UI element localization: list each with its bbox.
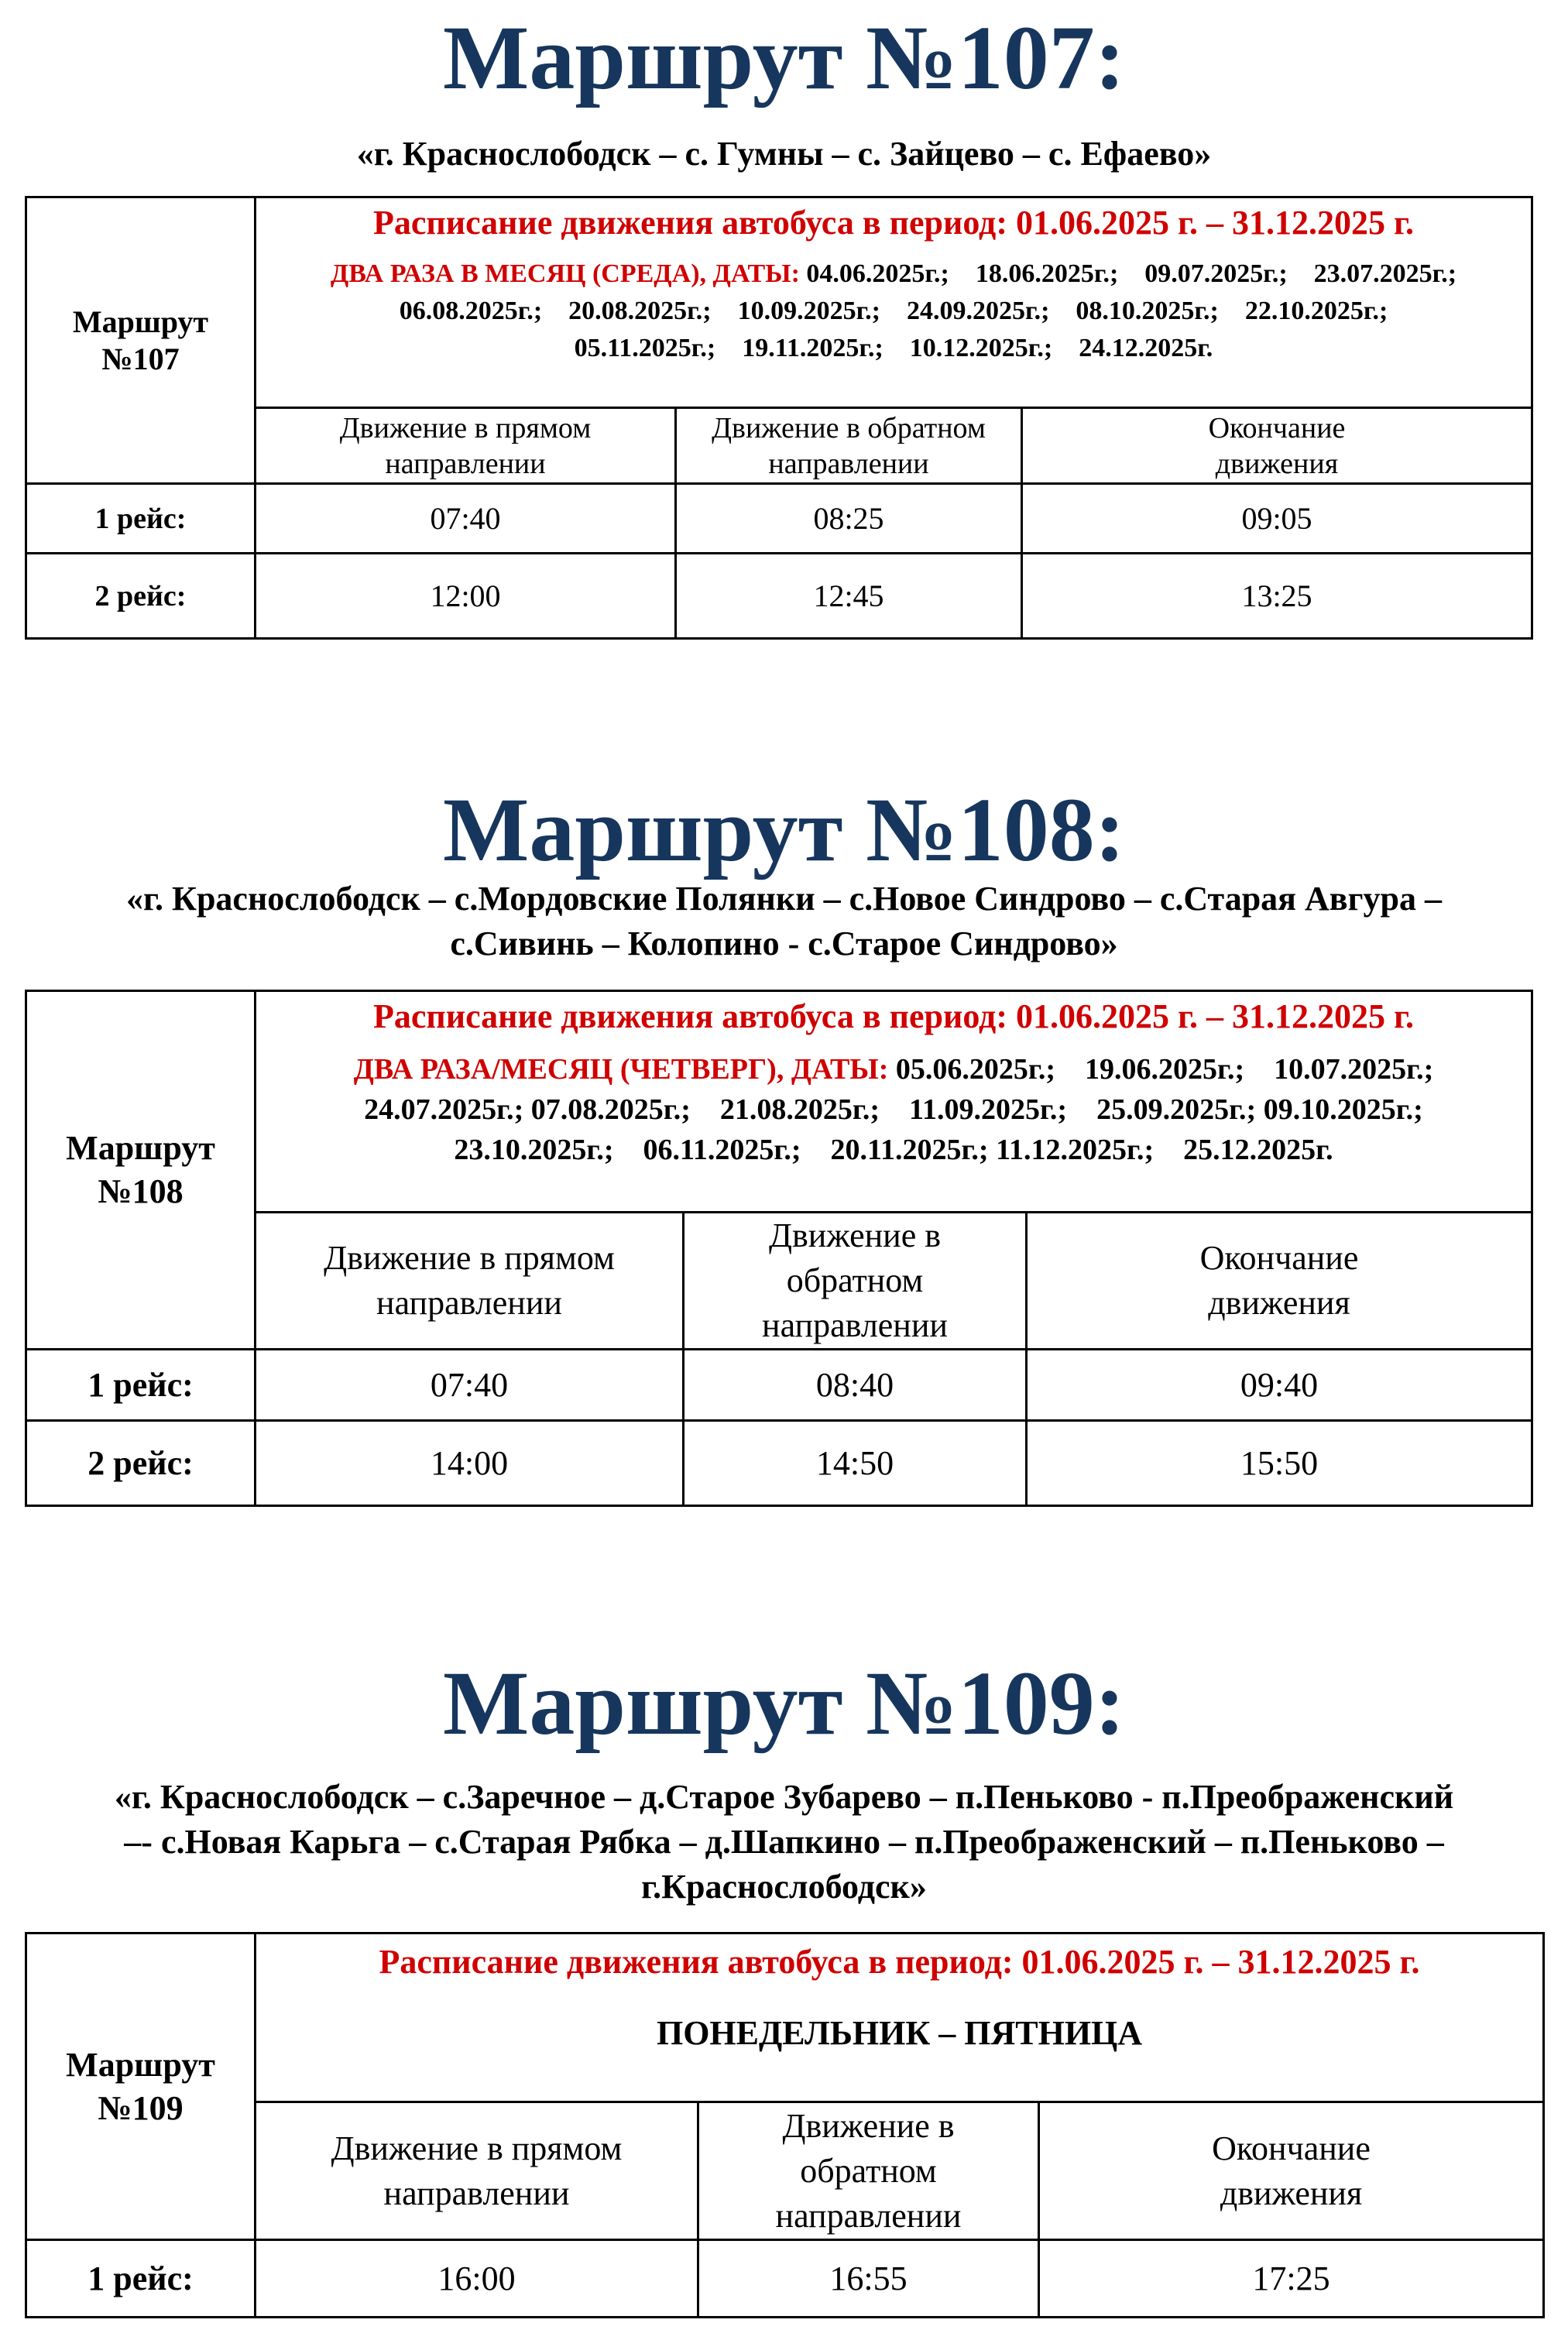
route-107-route-cell: Маршрут №107 xyxy=(26,197,256,484)
route-108-table xyxy=(25,990,1533,1507)
route-109-route-cell: Маршрут №109 xyxy=(26,1934,256,2240)
route-108-header-end: Окончание движения xyxy=(1027,1213,1532,1350)
route-107-header-forward: Движение в прямом направлении xyxy=(256,408,676,484)
route-107-description: «г. Краснослободск – с. Гумны – с. Зайцево – с. Ефаево» xyxy=(356,135,1212,173)
route-109-days: ПОНЕДЕЛЬНИК – ПЯТНИЦА xyxy=(656,2014,1143,2052)
route-108-trip-1-backward: 08:40 xyxy=(684,1350,1027,1421)
route-108-period-cell xyxy=(256,991,1532,1213)
route-109-period: Расписание движения автобуса в период: 01.06.2025 г. – 31.12.2025 г. xyxy=(379,1943,1420,1981)
route-107-period: Расписание движения автобуса в период: 01.06.2025 г. – 31.12.2025 г. xyxy=(372,204,1415,242)
route-108-route-cell: Маршрут №108 xyxy=(26,991,256,1350)
route-109-header-backward: Движение в обратном направлении xyxy=(698,2102,1039,2240)
route-108-header-forward: Движение в прямом направлении xyxy=(256,1213,684,1350)
route-107-trip-1-forward: 07:40 xyxy=(256,484,676,554)
route-107-trip-1-backward: 08:25 xyxy=(676,484,1022,554)
route-108-period: Расписание движения автобуса в период: 01.06.2025 г. – 31.12.2025 г. xyxy=(372,997,1415,1035)
route-109-trip-1-label: 1 рейс: xyxy=(26,2240,256,2318)
route-108-dates-label: ДВА РАЗА/МЕСЯЦ (ЧЕТВЕРГ), ДАТЫ: xyxy=(353,1053,889,1086)
route-108-trip-1-label: 1 рейс: xyxy=(26,1350,256,1421)
route-109-description-line-2: –- с.Новая Карьга – с.Старая Рябка – д.Шапкино – п.Преображенский – п.Пеньково – xyxy=(124,1823,1444,1861)
route-108-trip-2-end: 15:50 xyxy=(1027,1421,1532,1506)
route-109-title: Маршрут №109: xyxy=(442,1652,1126,1754)
route-109-trip-1-end: 17:25 xyxy=(1039,2240,1544,2318)
route-107-trip-2-label: 2 рейс: xyxy=(26,554,256,639)
route-108-description-line-2: с.Сивинь – Колопино - с.Старое Синдрово» xyxy=(450,925,1118,962)
route-107-title: Маршрут №107: xyxy=(442,7,1126,108)
route-107-trip-2-end: 13:25 xyxy=(1022,554,1532,639)
route-107-period-cell xyxy=(256,197,1532,408)
route-107-trip-1-label: 1 рейс: xyxy=(26,484,256,554)
route-108-dates: ДВА РАЗА/МЕСЯЦ (ЧЕТВЕРГ), ДАТЫ: 05.06.2025г.; 19.06.2025г.; 10.07.2025г.; 24.07.2025г.; 07.08.2025г.; 21.08.2025г.; 11.09.2025г.; 25.09.2025г.; 09.10.2025г.; 23.10.2025г.; 06.11.2025г.; 20.11.2025г.; 11.12.2025г.; 25.12.2025г. xyxy=(353,1053,1434,1166)
route-108-trip-2-forward: 14:00 xyxy=(256,1421,684,1506)
route-108-trip-1-forward: 07:40 xyxy=(256,1350,684,1421)
route-109-table xyxy=(25,1932,1545,2318)
route-109-trip-1-forward: 16:00 xyxy=(256,2240,698,2318)
route-107-dates: ДВА РАЗА В МЕСЯЦ (СРЕДА), ДАТЫ: 04.06.2025г.; 18.06.2025г.; 09.07.2025г.; 23.07.2025г.; 06.08.2025г.; 20.08.2025г.; 10.09.2025г.; 24.09.2025г.; 08.10.2025г.; 22.10.2025г.; 05.11.2025г.; 19.11.2025г.; 10.12.2025г.; 24.12.2025г. xyxy=(330,259,1457,362)
route-109-header-forward: Движение в прямом направлении xyxy=(256,2102,698,2240)
route-109-description-line-1: «г. Краснослободск – с.Заречное – д.Старое Зубарево – п.Пеньково - п.Преображенский xyxy=(114,1778,1454,1816)
route-108-description-line-1: «г. Краснослободск – с.Мордовские Полянки – с.Новое Синдрово – с.Старая Авгура – xyxy=(126,880,1442,918)
route-107-trip-2-backward: 12:45 xyxy=(676,554,1022,639)
route-108-trip-2-backward: 14:50 xyxy=(684,1421,1027,1506)
route-107-dates-label: ДВА РАЗА В МЕСЯЦ (СРЕДА), ДАТЫ: xyxy=(330,259,800,288)
route-108-header-backward: Движение в обратном направлении xyxy=(684,1213,1027,1350)
route-109-header-end: Окончание движения xyxy=(1039,2102,1544,2240)
route-109-period-cell xyxy=(256,1934,1544,2102)
route-107-header-backward: Движение в обратном направлении xyxy=(676,408,1022,484)
route-107-trip-2-forward: 12:00 xyxy=(256,554,676,639)
route-107-trip-1-end: 09:05 xyxy=(1022,484,1532,554)
route-108-trip-1-end: 09:40 xyxy=(1027,1350,1532,1421)
route-109-description-line-3: г.Краснослободск» xyxy=(641,1868,927,1906)
route-108-title: Маршрут №108: xyxy=(442,779,1126,880)
route-107-header-end: Окончание движения xyxy=(1022,408,1532,484)
route-109-trip-1-backward: 16:55 xyxy=(698,2240,1039,2318)
route-107-table xyxy=(25,196,1533,640)
route-108-trip-2-label: 2 рейс: xyxy=(26,1421,256,1506)
